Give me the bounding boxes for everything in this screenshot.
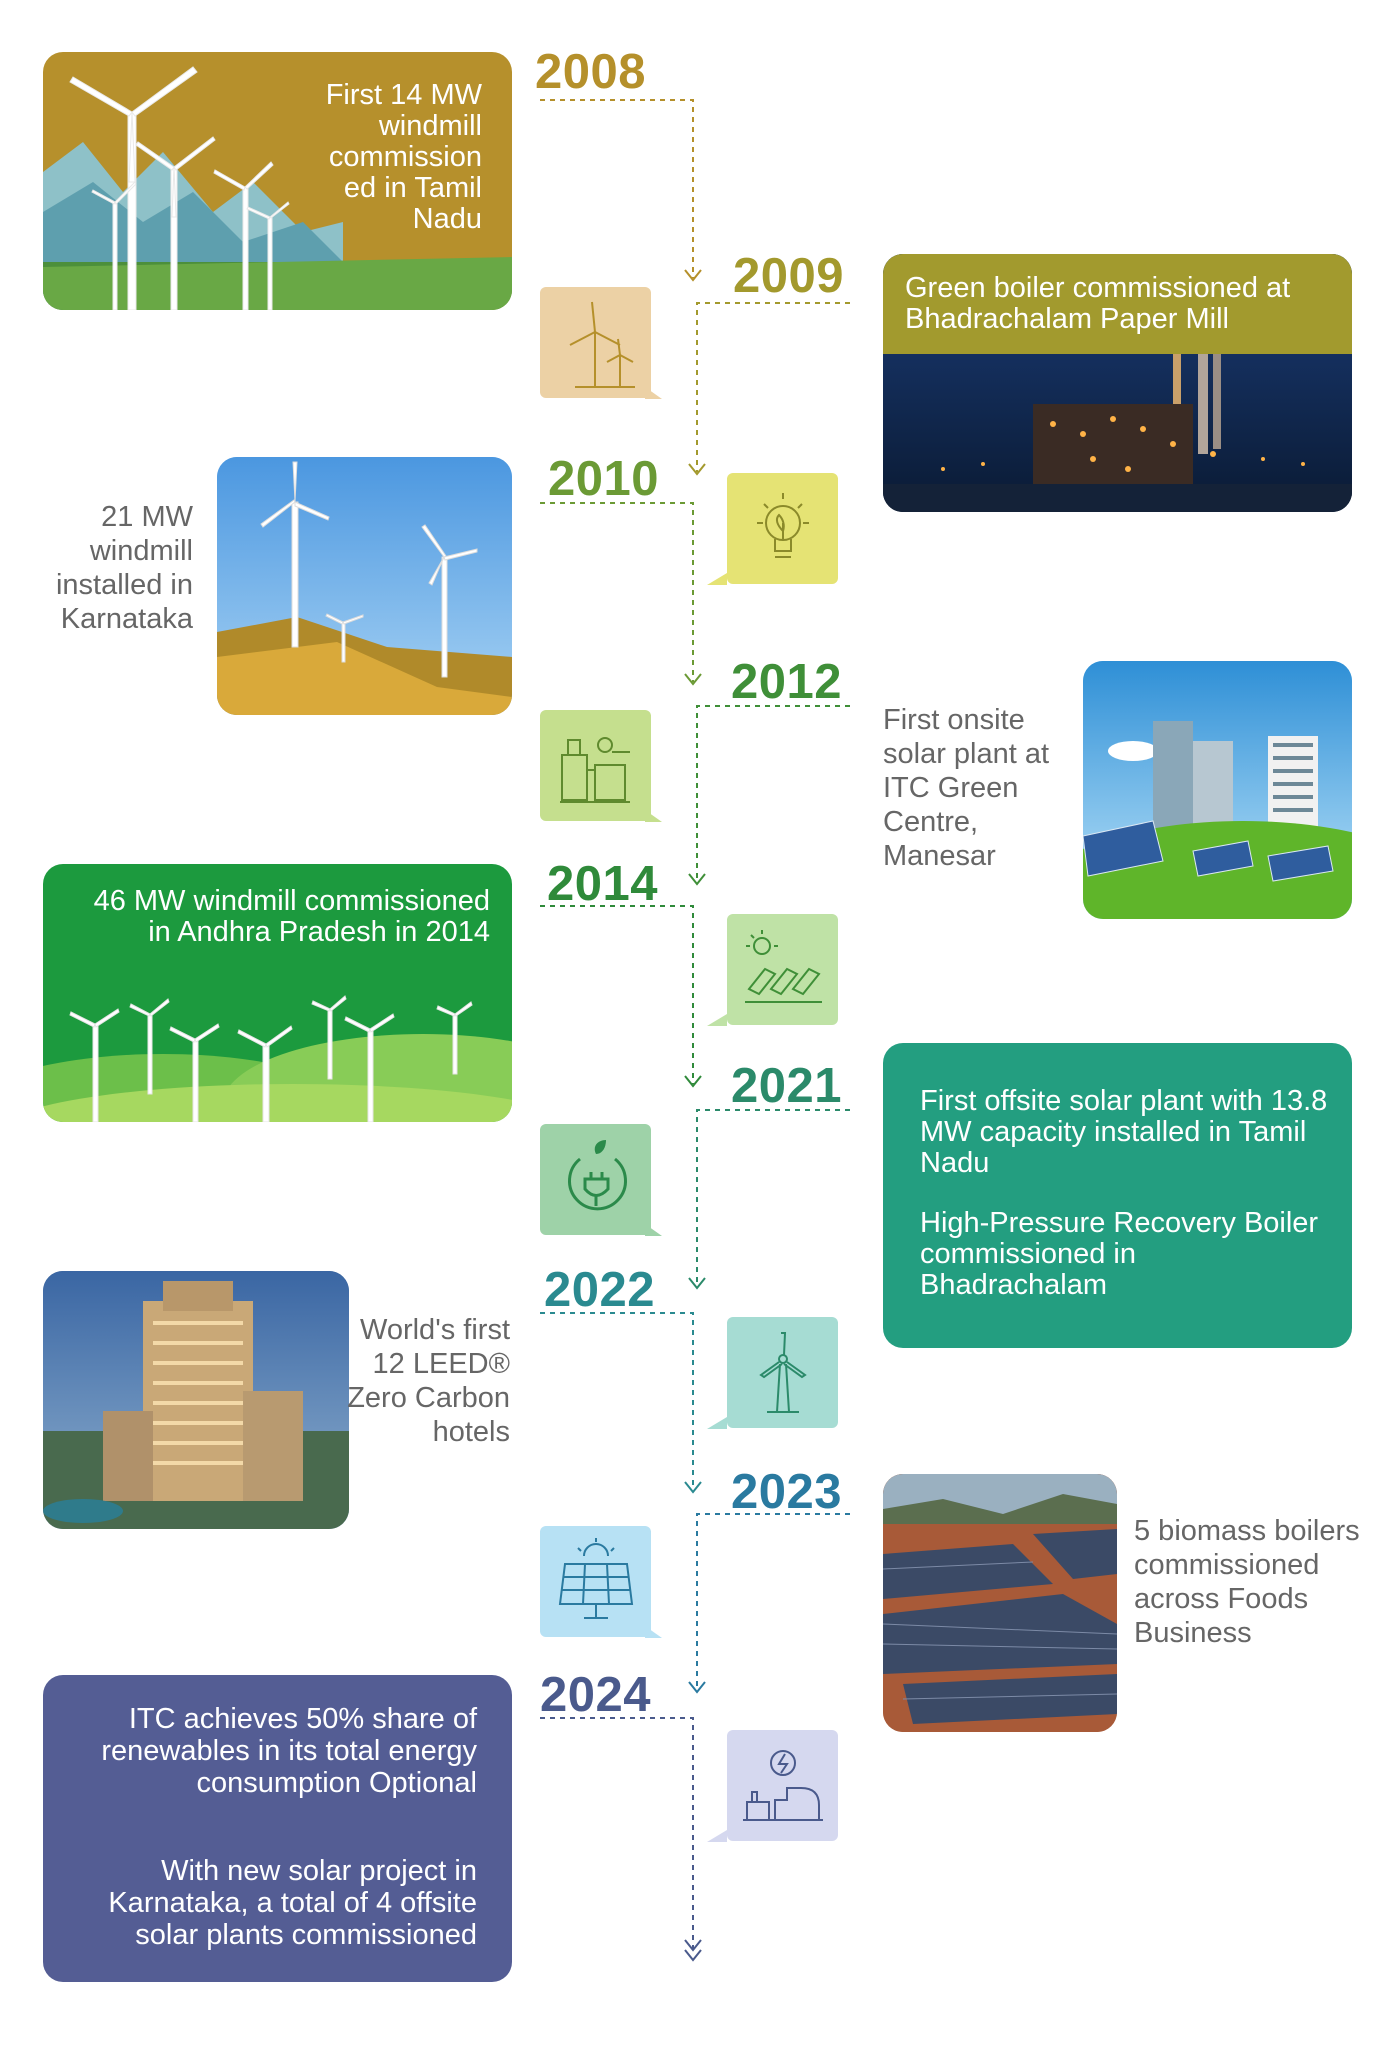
year-2024: 2024: [540, 1668, 652, 1722]
solar-panels-sun-icon: [727, 914, 838, 1025]
milestone-2014-text: 46 MW windmill commissioned in Andhra Pradesh in 2014: [93, 885, 490, 948]
solar-panel-icon: [540, 1526, 651, 1637]
lightbulb-leaf-icon: [727, 473, 838, 584]
green-centre-illustration: [1083, 661, 1352, 919]
year-2008: 2008: [535, 45, 647, 99]
eco-plug-icon: [540, 1124, 651, 1235]
milestone-2012-text: First onsite solar plant at ITC Green Centre, Manesar: [883, 704, 1050, 872]
year-2009: 2009: [733, 249, 845, 303]
itc-hotel-photo: [43, 1271, 349, 1529]
power-plant-icon: [727, 1730, 838, 1841]
year-2022: 2022: [544, 1263, 656, 1317]
card-2023: [883, 1474, 1117, 1732]
milestone-2021a-text: First offsite solar plant with 13.8 MW capacity installed in Tamil Nadu: [920, 1085, 1328, 1179]
milestone-2024b-text: With new solar project in Karnataka, a total of 4 offsite solar plants commissioned: [108, 1855, 477, 1951]
milestone-2008-text: First 14 MW windmill commission ed in Tamil Nadu: [325, 79, 482, 235]
card-2022: [43, 1271, 349, 1529]
card-2010: [217, 457, 512, 715]
card-2024: [43, 1675, 512, 1982]
year-2021: 2021: [731, 1059, 843, 1113]
industrial-machinery-icon: [540, 710, 651, 821]
milestone-2024a-text: ITC achieves 50% share of renewables in its total energy consumption Optional: [101, 1703, 477, 1799]
wind-turbines-icon: [540, 287, 651, 398]
milestone-2021b-text: High-Pressure Recovery Boiler commissioned in Bhadrachalam: [920, 1207, 1319, 1301]
year-2014: 2014: [547, 857, 659, 911]
milestone-2010-text: 21 MW windmill installed in Karnataka: [55, 501, 193, 635]
wind-turbine-icon: [727, 1317, 838, 1428]
solar-farm-aerial-photo: [883, 1474, 1117, 1732]
year-2012: 2012: [731, 655, 843, 709]
year-2010: 2010: [548, 452, 660, 506]
milestone-2022-text: World's first 12 LEED® Zero Carbon hotels: [347, 1314, 510, 1448]
year-2023: 2023: [731, 1465, 843, 1519]
card-2014: [43, 864, 512, 1122]
card-2021: [883, 1043, 1352, 1348]
karnataka-windmill-photo: [217, 457, 512, 715]
card-2008: [43, 52, 512, 310]
milestone-2023-text: 5 biomass boilers commissioned across Foods Business: [1134, 1515, 1360, 1649]
card-2009: [883, 254, 1352, 512]
milestone-2009-text: Green boiler commissioned at Bhadrachalam Paper Mill: [905, 272, 1291, 335]
card-2012: [1083, 661, 1352, 919]
